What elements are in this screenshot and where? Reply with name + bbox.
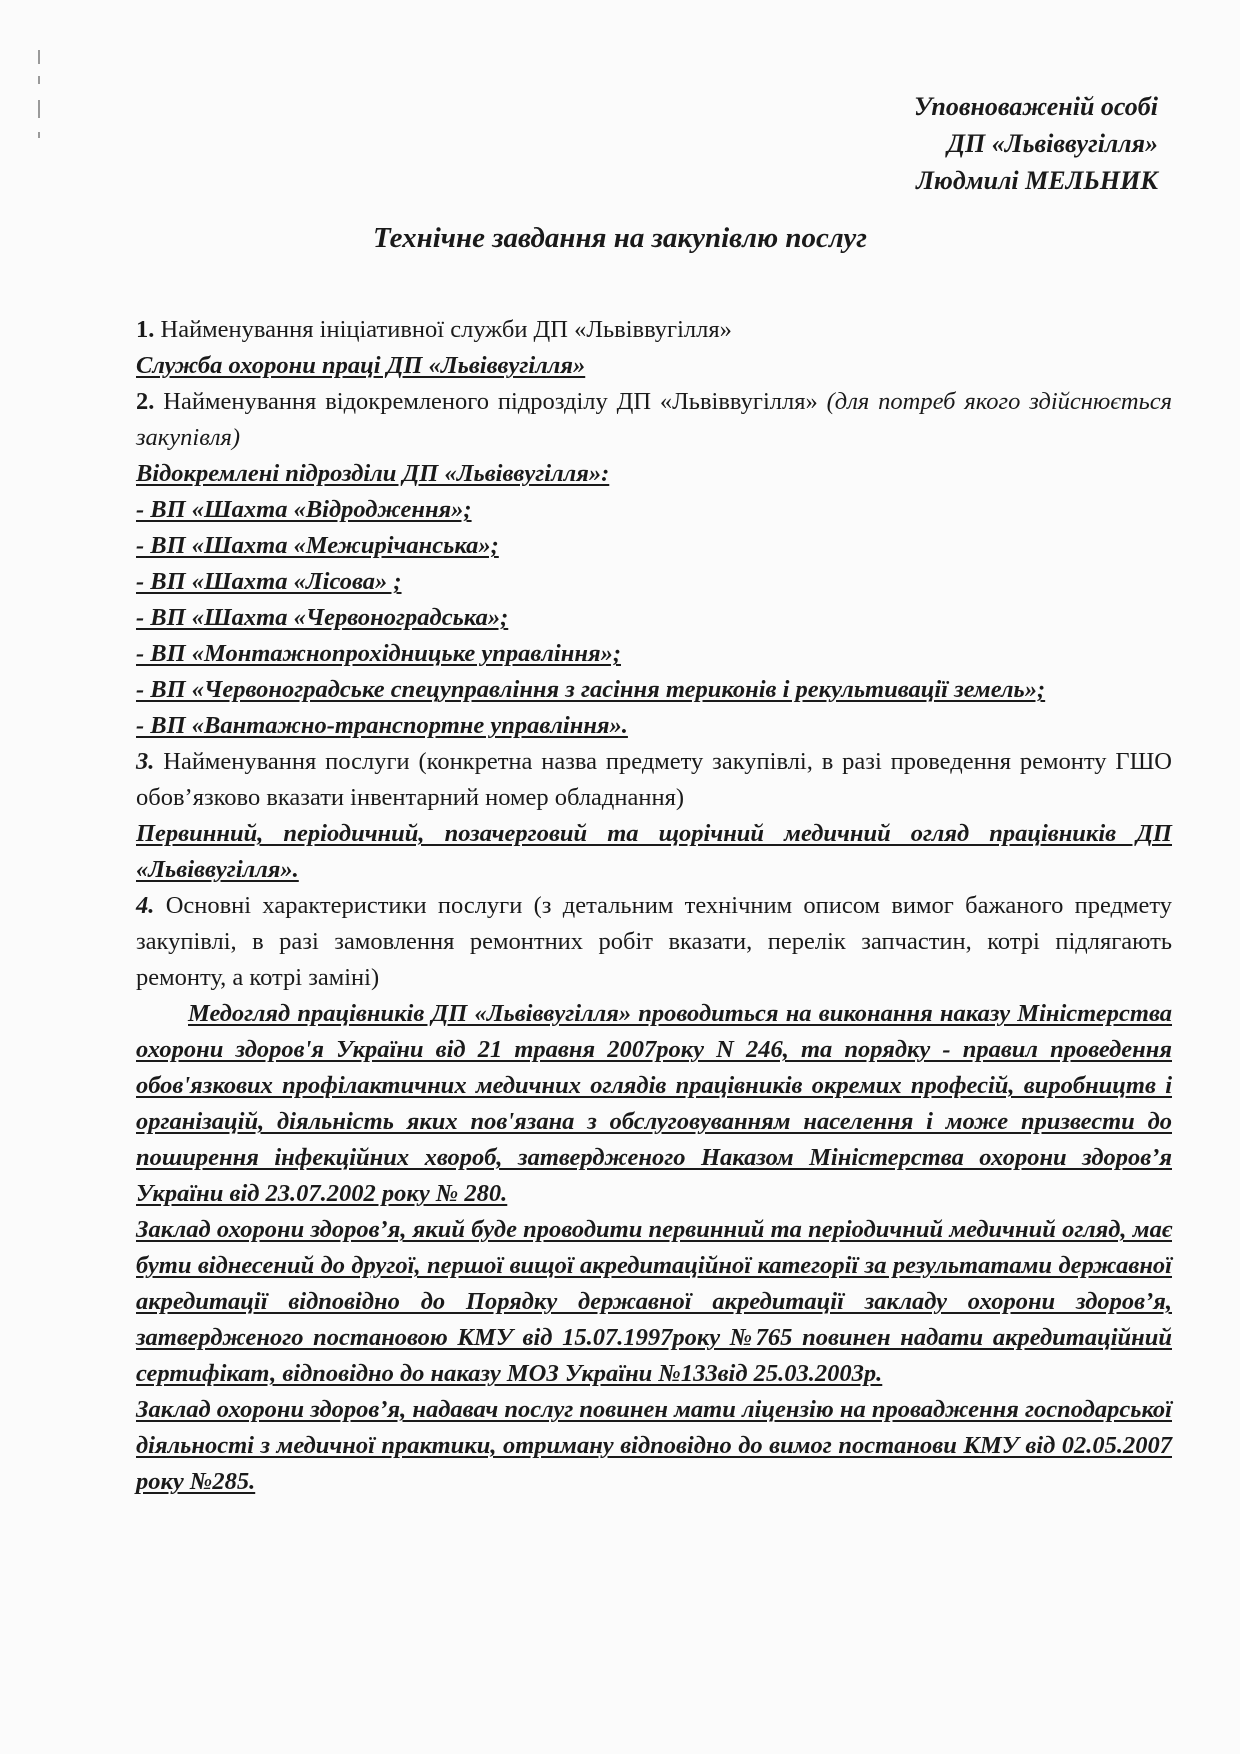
unit-item-text: - ВП «Шахта «Лісова» ; [136,568,402,595]
section-4-label [136,888,1172,996]
addressee-line-3: Людмилі МЕЛЬНИК [916,166,1158,195]
unit-item-text: - ВП «Шахта «Межирічанська»; [136,532,499,559]
section-3-label-text: Найменування послуги (конкретна назва предмету закупівлі, в разі проведення ремонту ГШО обов’язково вказати інвентарний номер обладнання) [136,748,1172,811]
section-4-paragraph-3-text: Заклад охорони здоров’я, надавач послуг повинен мати ліцензію на провадження господарської діяльності з медичної практики, отриману відповідно до вимог постанови КМУ від 02.05.2007 року №285. [136,1396,1172,1495]
section-4-paragraph-1-text: Медогляд працівників ДП «Львіввугілля» проводиться на виконання наказу Міністерства охорони здоров'я України від 21 травня 2007року N 246, та порядку - правил проведення обов'язкових профілактичних медичних оглядів працівників окремих професій, виробництв і організацій, діяльність яких пов'язана з обслуговуванням населення і може призвести до поширення інфекційних хвороб, затвердженого Наказом Міністерства охорони здоров’я України від 23.07.2002 року № 280. [136,1000,1172,1207]
unit-list-item [136,564,1172,600]
unit-list-item [136,600,1172,636]
section-1-answer-text: Служба охорони праці ДП «Львіввугілля» [136,352,586,379]
unit-item-text: - ВП «Шахта «Червоноградська»; [136,604,509,631]
section-2-heading-text: Відокремлені підрозділи ДП «Львіввугілля»: [136,460,610,487]
section-3-number: 3. [136,748,155,775]
unit-list-item [136,708,1172,744]
section-1-label [136,312,1172,348]
document-title: Технічне завдання на закупівлю послуг [372,222,867,254]
unit-item-text: - ВП «Червоноградське спецуправління з гасіння териконів і рекультивації земель»; [136,676,1046,703]
scan-edge-marks [38,50,46,160]
section-4-paragraph-3 [136,1392,1172,1500]
section-2-label-text: Найменування відокремленого підрозділу ДП «Львіввугілля» [163,388,818,415]
addressee-line-1: Уповноваженій особі [914,92,1158,121]
section-2-note: (для потреб якого здійснюється закупівля) [136,388,1173,451]
section-2-heading [136,456,1172,492]
unit-item-text: - ВП «Монтажнопрохідницьке управління»; [136,640,621,667]
section-4-label-text: Основні характеристики послуги (з детальним технічним описом вимог бажаного предмету закупівлі, в разі замовлення ремонтних робіт вказати, перелік запчастин, котрі підлягають ремонту, а котрі заміні) [136,892,1173,991]
section-4-number: 4. [136,892,155,919]
unit-list-item [136,672,1172,708]
section-1-number: 1. [136,316,155,343]
addressee-line-2: ДП «Львіввугілля» [947,129,1158,158]
section-1-label-text: Найменування ініціативної служби ДП «Львіввугілля» [160,316,732,343]
section-1-answer [136,348,1172,384]
unit-item-text: - ВП «Вантажно-транспортне управління». [136,712,628,739]
unit-list-item [136,636,1172,672]
section-2-number: 2. [136,388,155,415]
section-4-paragraph-1 [136,996,1172,1212]
section-4-paragraph-2 [136,1212,1172,1392]
section-3-answer-text: Первинний, періодичний, позачерговий та щорічний медичний огляд працівників ДП «Львіввугілля». [136,820,1172,883]
addressee-block [914,88,1158,199]
unit-list-item [136,492,1172,528]
unit-item-text: - ВП «Шахта «Відродження»; [136,496,472,523]
section-4-paragraph-2-text: Заклад охорони здоров’я, який буде проводити первинний та періодичний медичний огляд, має бути віднесений до другої, першої вищої акредитаційної категорії за результатами державної акредитації відповідно до Порядку державної акредитації закладу охорони здоров’я, затвердженого постановою КМУ від 15.07.1997року №765 повинен надати акредитаційний сертифікат, відповідно до наказу МОЗ України №133від 25.03.2003р. [136,1216,1172,1387]
section-2-label [136,384,1172,456]
section-3-answer [136,816,1172,888]
section-3-label [136,744,1172,816]
unit-list-item [136,528,1172,564]
document-body [136,312,1172,1500]
